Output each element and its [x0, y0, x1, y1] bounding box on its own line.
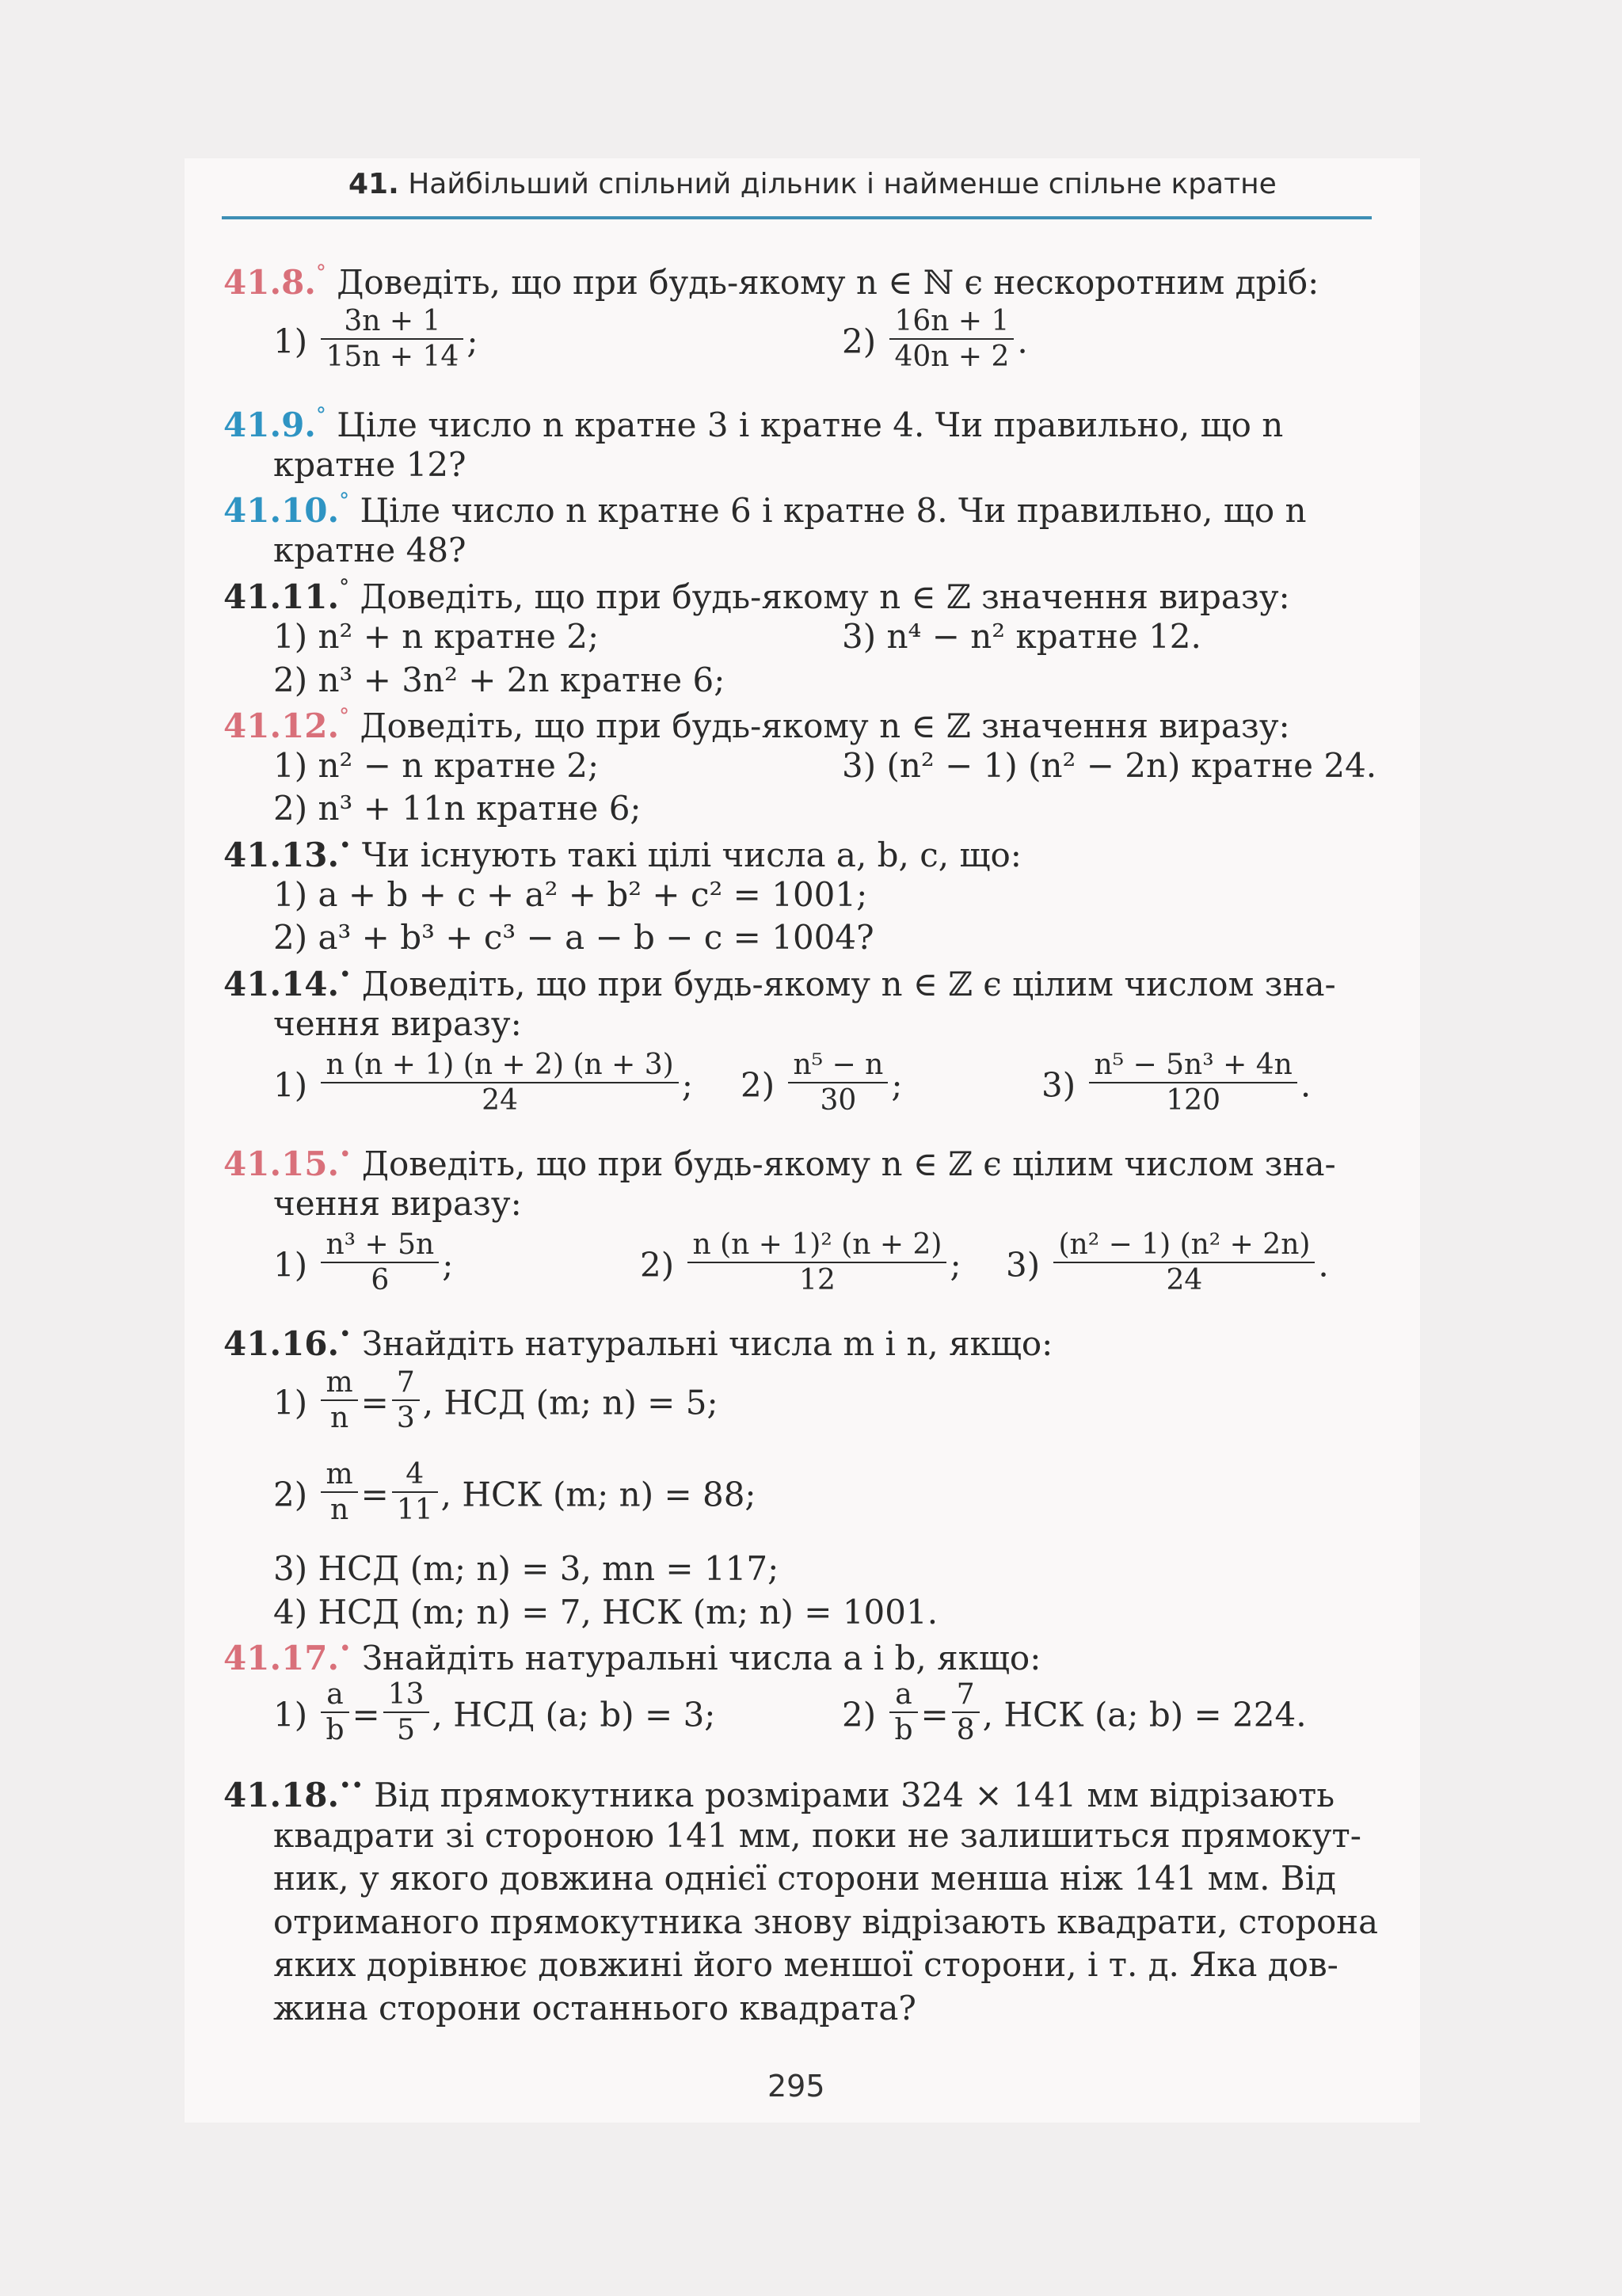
problem-41-11-item-3: 3) n⁴ − n² кратне 12. [842, 617, 1201, 656]
numerator: 7 [952, 1681, 980, 1713]
separator: ; [442, 1245, 454, 1285]
header-rule [222, 216, 1372, 219]
fraction [392, 1366, 420, 1434]
page-number: 295 [767, 2069, 825, 2104]
condition: , НСД (a; b) = 3; [432, 1695, 716, 1734]
problem-41-15-item-2 [640, 1228, 961, 1300]
equals: = [352, 1695, 380, 1734]
numerator: m [321, 1460, 357, 1493]
problem-41-17-item-2 [842, 1678, 1307, 1750]
denominator: b [326, 1714, 345, 1746]
item-label: 1) [273, 1383, 308, 1422]
problem-41-18-line-6: жина сторони останнього квадрата? [273, 1989, 916, 2028]
denominator: 12 [799, 1264, 836, 1296]
numerator: n⁵ − 5n³ + 4n [1089, 1051, 1296, 1083]
problem-41-9 [223, 406, 1283, 442]
fraction [321, 307, 463, 371]
item-label: 3) [1041, 1065, 1076, 1105]
condition: , НСК (m; n) = 88; [440, 1475, 756, 1514]
fraction [889, 307, 1014, 371]
fraction [889, 1678, 917, 1746]
fraction [321, 1228, 439, 1296]
fraction [321, 1366, 357, 1434]
separator: ; [950, 1245, 961, 1285]
problem-41-12-item-3: 3) (n² − 1) (n² − 2n) кратне 24. [842, 746, 1377, 785]
problem-41-16 [223, 1324, 1053, 1361]
denominator: 40n + 2 [894, 341, 1010, 373]
item-label: 2) [842, 322, 877, 361]
problem-41-14-item-3 [1041, 1049, 1312, 1120]
problem-41-18 [223, 1776, 1335, 1812]
difficulty-mark: ° [339, 705, 350, 729]
fraction [687, 1228, 946, 1296]
problem-41-11 [223, 577, 1290, 614]
problem-number: 41.12. [223, 706, 340, 745]
problem-number: 41.8. [223, 263, 316, 302]
difficulty-mark: • [339, 1637, 352, 1661]
numerator: a [889, 1681, 917, 1713]
difficulty-mark: ° [339, 576, 350, 600]
separator: . [1017, 322, 1028, 361]
problem-41-12-item-1: 1) n² − n кратне 2; [273, 746, 600, 785]
problem-text: Доведіть, що при будь-якому n ∈ ℤ значення виразу: [360, 577, 1290, 616]
numerator: 4 [392, 1460, 438, 1493]
numerator: a [321, 1681, 348, 1713]
numerator: n (n + 1) (n + 2) (n + 3) [321, 1051, 678, 1083]
problem-41-14-line-2: чення виразу: [273, 1004, 522, 1043]
denominator: b [894, 1714, 913, 1746]
problem-41-9-line-2: кратне 12? [273, 445, 466, 484]
problem-41-14 [223, 965, 1336, 1001]
difficulty-mark: ° [315, 404, 326, 428]
item-label: 1) [273, 322, 308, 361]
numerator: (n² − 1) (n² + 2n) [1053, 1231, 1315, 1263]
denominator: 24 [1166, 1264, 1203, 1296]
problem-number: 41.10. [223, 491, 340, 530]
difficulty-mark: •• [339, 1774, 364, 1798]
problem-number: 41.16. [223, 1324, 340, 1363]
fraction [321, 1051, 678, 1115]
fraction [383, 1678, 429, 1746]
problem-text: Знайдіть натуральні числа a і b, якщо: [361, 1639, 1041, 1677]
problem-text-line-1: Від прямокутника розмірами 324 × 141 мм відрізають [374, 1776, 1335, 1814]
denominator: 5 [397, 1714, 416, 1746]
condition: , НСД (m; n) = 5; [422, 1383, 718, 1422]
numerator: 16n + 1 [889, 307, 1014, 340]
fraction [321, 1678, 348, 1746]
item-label: 2) [640, 1245, 675, 1285]
problem-number: 41.18. [223, 1776, 340, 1814]
denominator: 30 [820, 1084, 857, 1117]
numerator: n³ + 5n [321, 1231, 439, 1263]
problem-number: 41.11. [223, 577, 340, 616]
problem-41-13-item-2: 2) a³ + b³ + c³ − a − b − c = 1004? [273, 918, 874, 957]
problem-number: 41.17. [223, 1639, 340, 1677]
problem-41-12 [223, 706, 1290, 743]
item-label: 1) [273, 1245, 308, 1285]
denominator: 11 [396, 1494, 433, 1526]
problem-41-16-item-2 [273, 1458, 756, 1529]
item-label: 1) [273, 1065, 308, 1105]
separator: . [1318, 1245, 1329, 1285]
fraction [321, 1460, 357, 1525]
problem-41-11-item-1: 1) n² + n кратне 2; [273, 617, 600, 656]
condition: , НСК (a; b) = 224. [982, 1695, 1307, 1734]
problem-41-18-line-3: ник, у якого довжина однієї сторони менша ніж 141 мм. Від [273, 1859, 1336, 1898]
item-label: 1) [273, 1695, 308, 1734]
problem-41-15-item-1 [273, 1228, 454, 1300]
problem-text-line-1: Ціле число n кратне 6 і кратне 8. Чи правильно, що n [360, 491, 1307, 530]
numerator: 7 [392, 1369, 420, 1401]
denominator: 24 [482, 1084, 518, 1117]
denominator: 6 [371, 1264, 390, 1296]
numerator: m [321, 1369, 357, 1401]
item-label: 3) [1006, 1245, 1041, 1285]
fraction [392, 1460, 438, 1525]
separator: ; [891, 1065, 903, 1105]
difficulty-mark: • [339, 963, 352, 987]
separator: ; [681, 1065, 693, 1105]
problem-41-16-item-1 [273, 1366, 718, 1437]
problem-number: 41.9. [223, 406, 316, 444]
section-title: Найбільший спільний дільник і найменше спільне кратне [408, 168, 1277, 200]
problem-41-8 [223, 261, 1319, 302]
problem-41-18-line-4: отриманого прямокутника знову відрізають квадрати, сторона [273, 1902, 1378, 1941]
problem-41-15-item-3 [1006, 1228, 1329, 1300]
problem-41-11-item-2: 2) n³ + 3n² + 2n кратне 6; [273, 661, 725, 699]
problem-text: Доведіть, що при будь-якому n ∈ ℕ є нескоротним дріб: [337, 263, 1319, 302]
numerator: n (n + 1)² (n + 2) [687, 1231, 946, 1263]
problem-text: Доведіть, що при будь-якому n ∈ ℤ значення виразу: [360, 706, 1290, 745]
problem-41-10 [223, 489, 1307, 530]
problem-text-line-1: Доведіть, що при будь-якому n ∈ ℤ є цілим числом зна- [361, 1144, 1336, 1183]
problem-41-18-line-5: яких дорівнює довжині його меншої сторони, і т. д. Яка дов- [273, 1945, 1338, 1984]
separator: ; [466, 322, 478, 361]
equals: = [920, 1695, 949, 1734]
section-header [348, 168, 1277, 200]
problem-number: 41.13. [223, 836, 340, 874]
problem-number: 41.15. [223, 1144, 340, 1183]
problem-41-16-item-4: 4) НСД (m; n) = 7, НСК (m; n) = 1001. [273, 1593, 939, 1632]
problem-text-line-1: Ціле число n кратне 3 і кратне 4. Чи правильно, що n [337, 406, 1284, 444]
problem-41-18-line-2: квадрати зі стороною 141 мм, поки не залишиться прямокут- [273, 1816, 1361, 1855]
problem-text-line-1: Доведіть, що при будь-якому n ∈ ℤ є цілим числом зна- [361, 965, 1336, 1003]
denominator: 120 [1166, 1084, 1220, 1117]
problem-41-15-line-2: чення виразу: [273, 1184, 522, 1223]
denominator: n [329, 1402, 349, 1434]
difficulty-mark: ° [315, 261, 326, 285]
difficulty-mark: • [339, 834, 352, 858]
difficulty-mark: • [339, 1143, 352, 1167]
denominator: 3 [396, 1402, 415, 1434]
denominator: 15n + 14 [326, 341, 459, 373]
problem-41-15 [223, 1144, 1336, 1181]
problem-41-13 [223, 836, 1022, 872]
problem-41-12-item-2: 2) n³ + 11n кратне 6; [273, 789, 642, 828]
item-label: 2) [741, 1065, 775, 1105]
fraction [952, 1678, 980, 1746]
problem-41-16-item-3: 3) НСД (m; n) = 3, mn = 117; [273, 1549, 779, 1588]
problem-41-14-item-1 [273, 1049, 693, 1120]
denominator: 8 [956, 1714, 975, 1746]
equals: = [360, 1475, 389, 1514]
problem-41-10-line-2: кратне 48? [273, 531, 466, 569]
denominator: n [329, 1494, 349, 1526]
problem-41-8-item-2 [842, 305, 1028, 376]
item-label: 2) [842, 1695, 877, 1734]
numerator: n⁵ − n [788, 1051, 888, 1083]
problem-41-8-item-1 [273, 305, 478, 376]
problem-41-13-item-1: 1) a + b + c + a² + b² + c² = 1001; [273, 875, 868, 914]
numerator: 13 [383, 1681, 429, 1713]
equals: = [360, 1383, 389, 1422]
problem-text: Чи існують такі цілі числа a, b, c, що: [361, 836, 1022, 874]
item-label: 2) [273, 1475, 308, 1514]
problem-41-17 [223, 1639, 1041, 1675]
separator: . [1300, 1065, 1312, 1105]
problem-text: Знайдіть натуральні числа m і n, якщо: [361, 1324, 1053, 1363]
problem-41-17-item-1 [273, 1678, 716, 1750]
fraction [1053, 1228, 1315, 1296]
problem-number: 41.14. [223, 965, 340, 1003]
difficulty-mark: • [339, 1323, 352, 1346]
problem-41-14-item-2 [741, 1049, 903, 1120]
fraction [788, 1051, 888, 1115]
fraction [1089, 1051, 1296, 1115]
numerator: 3n + 1 [321, 307, 463, 340]
section-number: 41. [348, 168, 399, 200]
difficulty-mark: ° [339, 489, 350, 513]
